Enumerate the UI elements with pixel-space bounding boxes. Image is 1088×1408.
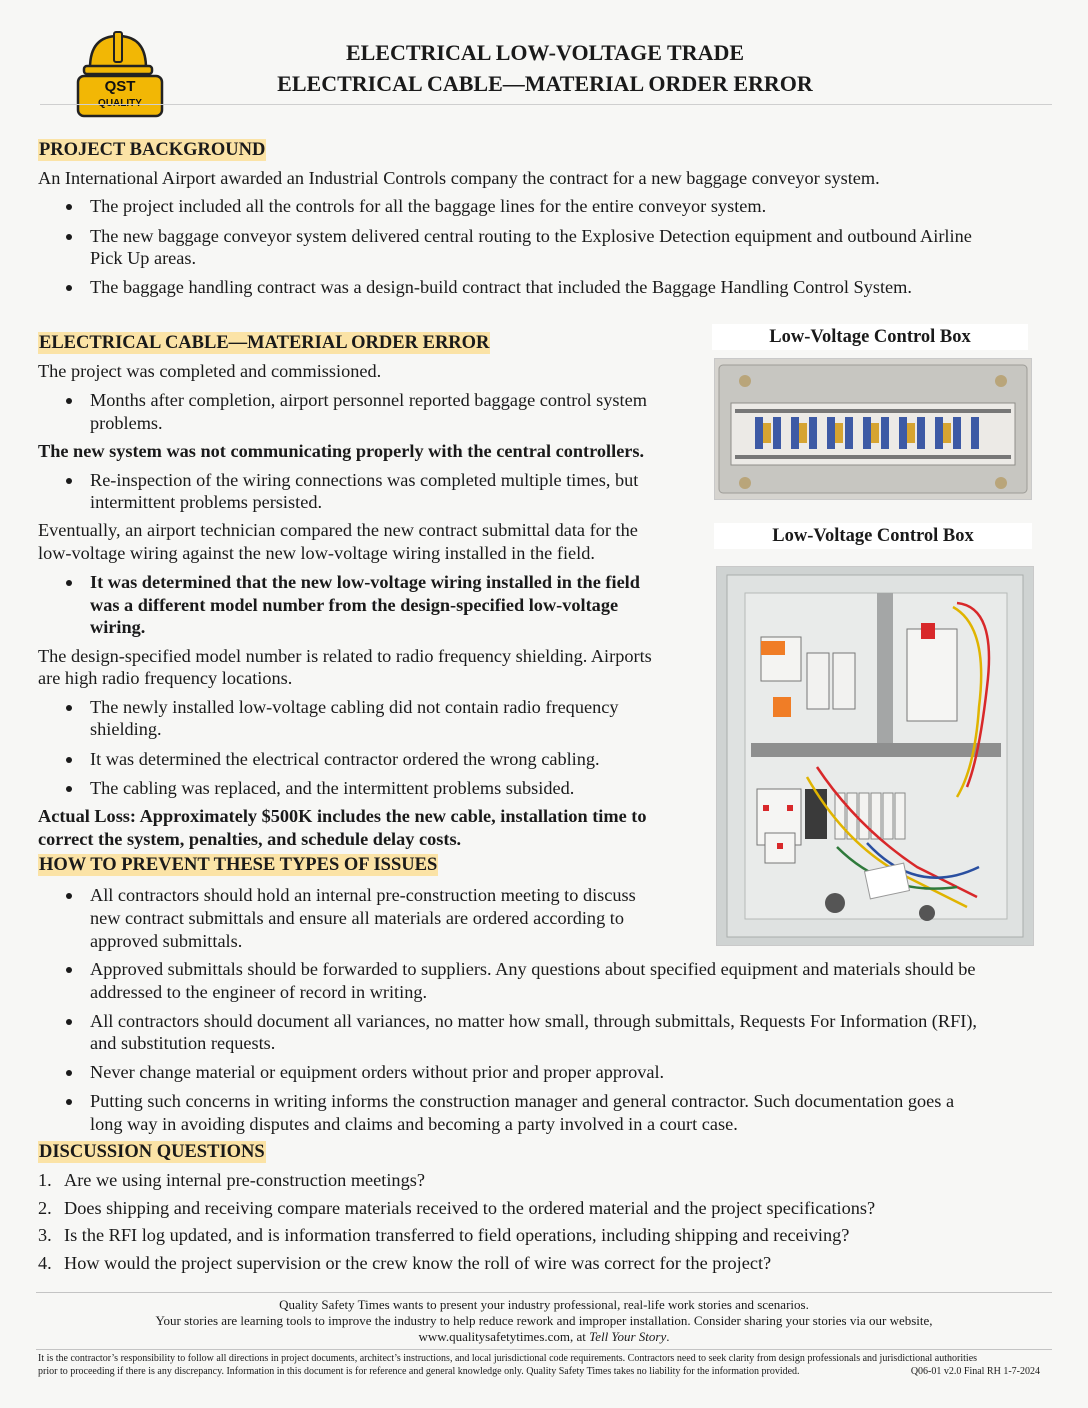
section-heading: DISCUSSION QUESTIONS	[39, 1142, 265, 1162]
question-2: Does shipping and receiving compare materials received to the ordered material and the project specifications?	[64, 1198, 876, 1218]
bullet-dot	[66, 1070, 72, 1076]
footer-divider-top	[36, 1292, 1052, 1293]
question-4: How would the project supervision or the crew know the roll of wire was correct for the project?	[64, 1253, 772, 1273]
legal-disclaimer-line-2: prior to proceeding if there is any discrepancy. Information in this document is for reference and general knowledge only. Quality Safety Times takes no liability for the information provided.	[38, 1366, 800, 1377]
page-title-line-1: ELECTRICAL LOW-VOLTAGE TRADE	[345, 40, 745, 65]
error-b3-line2: was a different model number from the design-specified low-voltage	[90, 595, 619, 615]
bullet-dot	[66, 285, 72, 291]
actual-loss-line1: Actual Loss: Approximately $500K includes the new cable, installation time to	[38, 806, 647, 826]
section-heading: ELECTRICAL CABLE—MATERIAL ORDER ERROR	[39, 333, 490, 353]
actual-loss-line2: correct the system, penalties, and schedule delay costs.	[38, 829, 462, 849]
error-p3-line1: Eventually, an airport technician compared the new contract submittal data for the	[38, 520, 638, 540]
prevent-b3-line1: All contractors should document all variances, no matter how small, through submittals, Requests For Information (RFI),	[90, 1011, 977, 1031]
control-box-photo-1	[714, 358, 1032, 500]
prevent-b2-line1: Approved submittals should be forwarded to suppliers. Any questions about specified equipment and materials should be	[90, 959, 976, 979]
error-b6: The cabling was replaced, and the intermittent problems subsided.	[90, 778, 575, 798]
bullet-dot	[66, 1019, 72, 1025]
error-p2: The new system was not communicating properly with the central controllers.	[38, 441, 645, 461]
logo-text-qst: QST	[104, 78, 136, 95]
image-caption-1: Low-Voltage Control Box	[712, 324, 1028, 350]
error-b4-line2: shielding.	[90, 719, 162, 739]
background-bullet-2-cont: Pick Up areas.	[90, 248, 197, 268]
prevent-b1-line1: All contractors should hold an internal pre-construction meeting to discuss	[90, 885, 636, 905]
background-bullet-3: The baggage handling contract was a design-build contract that included the Baggage Handling Control System.	[90, 277, 912, 297]
question-number-3: 3.	[38, 1225, 52, 1245]
prevent-b5-line1: Putting such concerns in writing informs the construction manager and general contractor. Such documentation goes a	[90, 1091, 955, 1111]
background-intro: An International Airport awarded an Industrial Controls company the contract for a new baggage conveyor system.	[38, 168, 880, 188]
prevent-b1-line2: new contract submittals and ensure all materials are ordered according to	[90, 908, 625, 928]
error-b4-line1: The newly installed low-voltage cabling did not contain radio frequency	[90, 697, 619, 717]
error-b1-line2: problems.	[90, 413, 163, 433]
bullet-dot	[66, 967, 72, 973]
qst-quality-logo	[70, 28, 170, 120]
background-bullet-1: The project included all the controls for all the baggage lines for the entire conveyor system.	[90, 196, 767, 216]
error-b2-line2: intermittent problems persisted.	[90, 492, 323, 512]
section-heading: PROJECT BACKGROUND	[39, 140, 266, 160]
section-heading: HOW TO PREVENT THESE TYPES OF ISSUES	[39, 855, 438, 875]
bullet-dot	[66, 757, 72, 763]
footer-period: .	[666, 1329, 670, 1344]
prevent-b3-line2: and substitution requests.	[90, 1033, 276, 1053]
how-to-prevent-heading	[38, 854, 438, 876]
error-b5: It was determined the electrical contractor ordered the wrong cabling.	[90, 749, 600, 769]
footer-website-text: www.qualitysafetytimes.com, at	[418, 1329, 590, 1344]
page-title-line-2: ELECTRICAL CABLE—MATERIAL ORDER ERROR	[277, 71, 813, 96]
discussion-questions-heading	[38, 1141, 266, 1163]
bullet-dot	[66, 398, 72, 404]
question-number-1: 1.	[38, 1170, 52, 1190]
footer-line-2: Your stories are learning tools to improve the industry to help reduce rework and improper installation. Consider sharing your stories via our website,	[155, 1313, 933, 1328]
error-p1: The project was completed and commissioned.	[38, 361, 382, 381]
prevent-b4: Never change material or equipment orders without prior and proper approval.	[90, 1062, 665, 1082]
bullet-dot	[66, 893, 72, 899]
error-p3-line2: low-voltage wiring against the new low-voltage wiring installed in the field.	[38, 543, 595, 563]
prevent-b2-line2: addressed to the engineer of record in writing.	[90, 982, 428, 1002]
bullet-dot	[66, 580, 72, 586]
error-b1-line1: Months after completion, airport personnel reported baggage control system	[90, 390, 647, 410]
control-box-wide-image	[715, 359, 1031, 499]
footer-divider-bottom	[36, 1349, 1052, 1350]
error-b3-line1: It was determined that the new low-voltage wiring installed in the field	[90, 572, 640, 592]
tell-your-story-link[interactable]: Tell Your Story	[589, 1329, 667, 1344]
bullet-dot	[66, 705, 72, 711]
footer-line-1: Quality Safety Times wants to present your industry professional, real-life work stories and scenarios.	[279, 1297, 809, 1312]
error-b2-line1: Re-inspection of the wiring connections was completed multiple times, but	[90, 470, 639, 490]
document-version: Q06-01 v2.0 Final RH 1-7-2024	[910, 1366, 1040, 1377]
background-bullet-2: The new baggage conveyor system delivered central routing to the Explosive Detection equipment and outbound Airline	[90, 226, 972, 246]
error-b3-line3: wiring.	[90, 617, 146, 637]
bullet-dot	[66, 478, 72, 484]
image-caption-2: Low-Voltage Control Box	[714, 523, 1032, 549]
footer-line-3	[40, 1328, 1048, 1345]
legal-disclaimer-line-1: It is the contractor’s responsibility to follow all directions in project documents, architect’s instructions, and local jurisdictional code requirements. Contractors need to seek clarity from design professionals and jurisdictional authorities	[38, 1353, 978, 1364]
bullet-dot	[66, 204, 72, 210]
question-3: Is the RFI log updated, and is information transferred to field operations, including shipping and receiving?	[64, 1225, 850, 1245]
error-p4-line2: are high radio frequency locations.	[38, 668, 293, 688]
error-p4-line1: The design-specified model number is related to radio frequency shielding. Airports	[38, 646, 652, 666]
question-number-4: 4.	[38, 1253, 52, 1273]
project-background-heading	[38, 139, 266, 161]
prevent-b1-line3: approved submittals.	[90, 931, 243, 951]
bullet-dot	[66, 234, 72, 240]
control-box-photo-2	[716, 566, 1034, 946]
bullet-dot	[66, 786, 72, 792]
material-order-error-heading	[38, 332, 490, 354]
bullet-dot	[66, 1099, 72, 1105]
question-number-2: 2.	[38, 1198, 52, 1218]
header-divider	[40, 104, 1052, 105]
question-1: Are we using internal pre-construction meetings?	[64, 1170, 425, 1190]
control-box-open-image	[717, 567, 1033, 945]
prevent-b5-line2: long way in avoiding disputes and claims and becoming a party involved in a court case.	[90, 1114, 738, 1134]
